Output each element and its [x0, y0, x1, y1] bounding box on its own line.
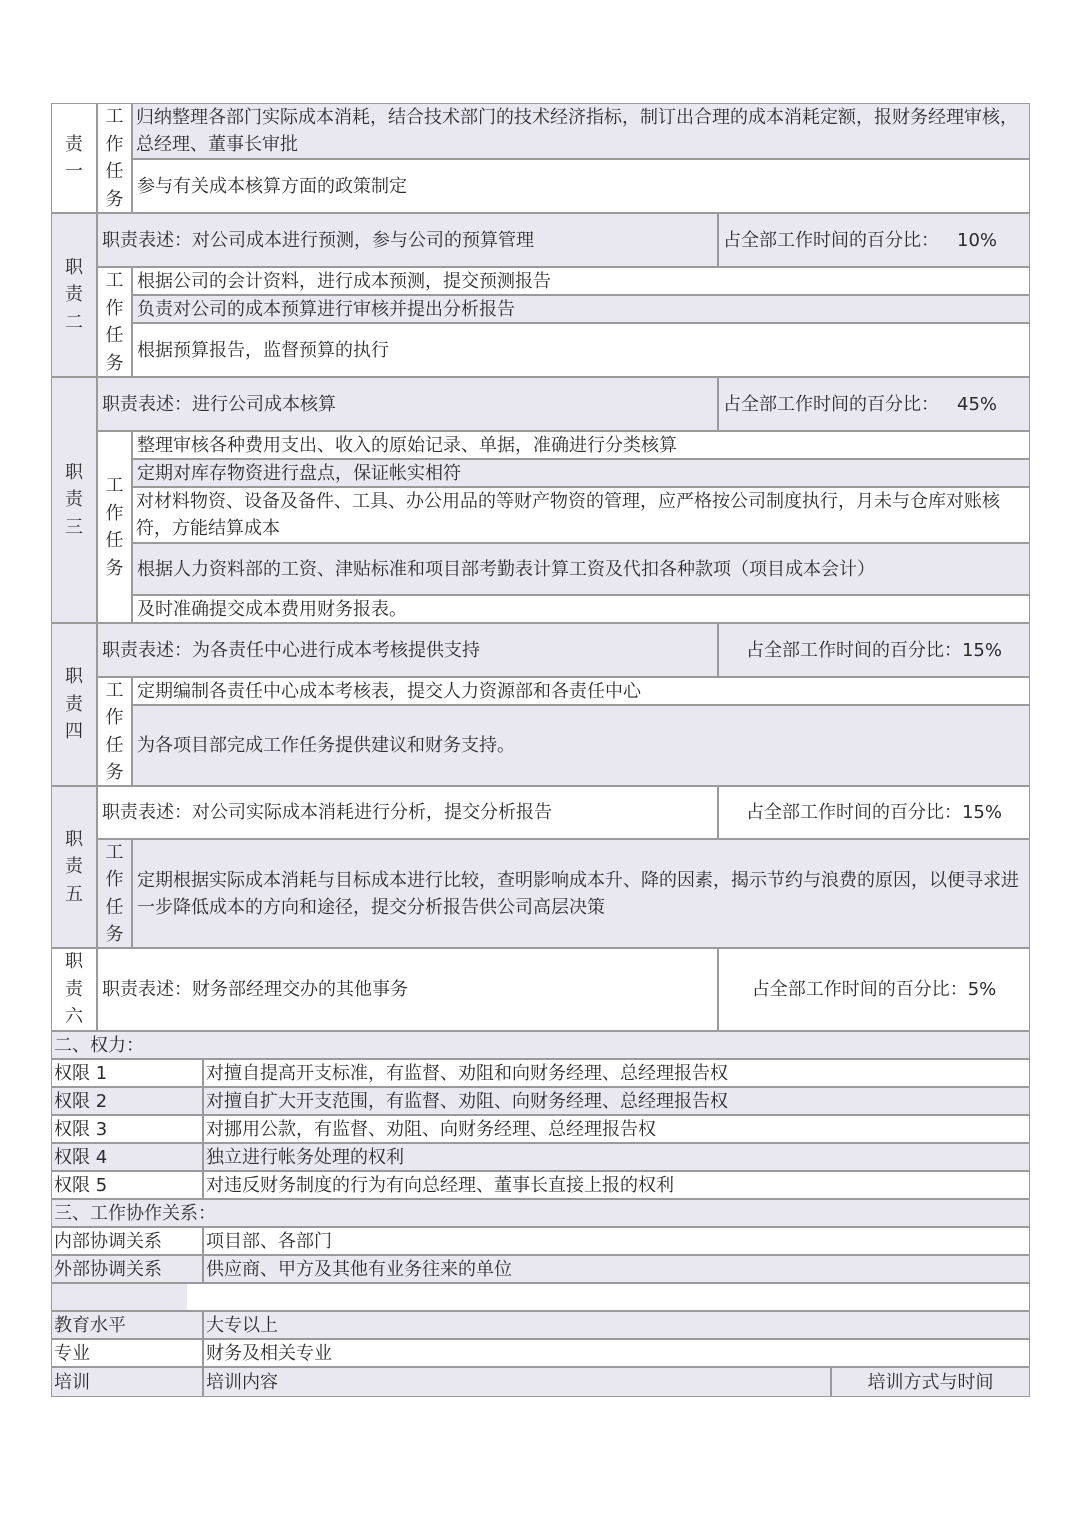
- relation-label: 内部协调关系: [51, 1227, 203, 1255]
- duty5-task-label: 工作任务: [97, 839, 132, 948]
- duty1-task: 归纳整理各部门实际成本消耗，结合技术部门的技术经济指标，制订出合理的成本消耗定额，报财务经理审核，总经理、董事长审批: [132, 103, 1030, 159]
- power-value: 对擅自提高开支标准，有监督、劝阻和向财务经理、总经理报告权: [203, 1059, 1030, 1087]
- duty4-task: 为各项目部完成工作任务提供建议和财务支持。: [132, 705, 1030, 786]
- duty5-time-percentage: 占全部工作时间的百分比：15%: [718, 786, 1030, 839]
- section-title-qualifications: [51, 1283, 1030, 1311]
- duty2-task-label: 工作任务: [97, 267, 132, 377]
- duty6-label: 职责六: [51, 948, 97, 1031]
- duty2-label: 职责二: [51, 213, 97, 377]
- duty3-task: 对材料物资、设备及备件、工具、办公用品的等财产物资的管理，应严格按公司制度执行，月未与仓库对账核符，方能结算成本: [132, 487, 1030, 543]
- duty5-description: 职责表述：对公司实际成本消耗进行分析，提交分析报告: [97, 786, 718, 839]
- power-value: 对挪用公款，有监督、劝阻、向财务经理、总经理报告权: [203, 1115, 1030, 1143]
- section-title-power: 二、权力：: [51, 1031, 1030, 1059]
- relation-value: 供应商、甲方及其他有业务往来的单位: [203, 1255, 1030, 1283]
- qualification-value: 财务及相关专业: [203, 1339, 1030, 1367]
- training-content-header: 培训内容: [203, 1367, 831, 1397]
- relation-value: 项目部、各部门: [203, 1227, 1030, 1255]
- qualification-label: 教育水平: [51, 1311, 203, 1339]
- duty6-description: 职责表述：财务部经理交办的其他事务: [97, 948, 718, 1031]
- power-value: 对违反财务制度的行为有向总经理、董事长直接上报的权利: [203, 1171, 1030, 1199]
- duty2-task: 根据预算报告，监督预算的执行: [132, 323, 1030, 377]
- power-label: 权限 1: [51, 1059, 203, 1087]
- training-method-header: 培训方式与时间: [831, 1367, 1030, 1397]
- duty5-label: 职责五: [51, 786, 97, 948]
- duty3-task: 及时准确提交成本费用财务报表。: [132, 595, 1030, 623]
- qualification-label: 专业: [51, 1339, 203, 1367]
- power-value: 对擅自扩大开支范围，有监督、劝阻、向财务经理、总经理报告权: [203, 1087, 1030, 1115]
- duty4-time-percentage: 占全部工作时间的百分比：15%: [718, 623, 1030, 677]
- section-title-relations: 三、工作协作关系：: [51, 1199, 1030, 1227]
- power-label: 权限 5: [51, 1171, 203, 1199]
- section-title-shade: [52, 1284, 187, 1310]
- relation-label: 外部协调关系: [51, 1255, 203, 1283]
- duty3-time-percentage: 占全部工作时间的百分比： 45%: [718, 377, 1030, 431]
- duty4-task-label: 工作任务: [97, 677, 132, 786]
- duty3-task-label: 工作任务: [97, 431, 132, 623]
- duty3-task: 定期对库存物资进行盘点，保证帐实相符: [132, 459, 1030, 487]
- duty1-label: 责一: [51, 103, 97, 213]
- duty2-task: 根据公司的会计资料，进行成本预测，提交预测报告: [132, 267, 1030, 295]
- training-label: 培训: [51, 1367, 203, 1397]
- duty3-task: 根据人力资料部的工资、津贴标准和项目部考勤表计算工资及代扣各种款项（项目成本会计）: [132, 543, 1030, 595]
- power-label: 权限 2: [51, 1087, 203, 1115]
- duty2-time-percentage: 占全部工作时间的百分比： 10%: [718, 213, 1030, 267]
- duty2-description: 职责表述：对公司成本进行预测，参与公司的预算管理: [97, 213, 718, 267]
- power-label: 权限 3: [51, 1115, 203, 1143]
- power-value: 独立进行帐务处理的权利: [203, 1143, 1030, 1171]
- duty3-description: 职责表述：进行公司成本核算: [97, 377, 718, 431]
- duty4-label: 职责四: [51, 623, 97, 786]
- qualification-value: 大专以上: [203, 1311, 1030, 1339]
- duty3-label: 职责三: [51, 377, 97, 623]
- duty4-description: 职责表述：为各责任中心进行成本考核提供支持: [97, 623, 718, 677]
- duty6-time-percentage: 占全部工作时间的百分比：5%: [718, 948, 1030, 1031]
- power-label: 权限 4: [51, 1143, 203, 1171]
- duty4-task: 定期编制各责任中心成本考核表，提交人力资源部和各责任中心: [132, 677, 1030, 705]
- duty5-task: 定期根据实际成本消耗与目标成本进行比较，查明影响成本升、降的因素，揭示节约与浪费的原因，以便寻求进一步降低成本的方向和途径，提交分析报告供公司高层决策: [132, 839, 1030, 948]
- duty1-task: 参与有关成本核算方面的政策制定: [132, 159, 1030, 213]
- duty1-task-label: 工作任务: [97, 103, 132, 213]
- duty2-task: 负责对公司的成本预算进行审核并提出分析报告: [132, 295, 1030, 323]
- duty3-task: 整理审核各种费用支出、收入的原始记录、单据，准确进行分类核算: [132, 431, 1030, 459]
